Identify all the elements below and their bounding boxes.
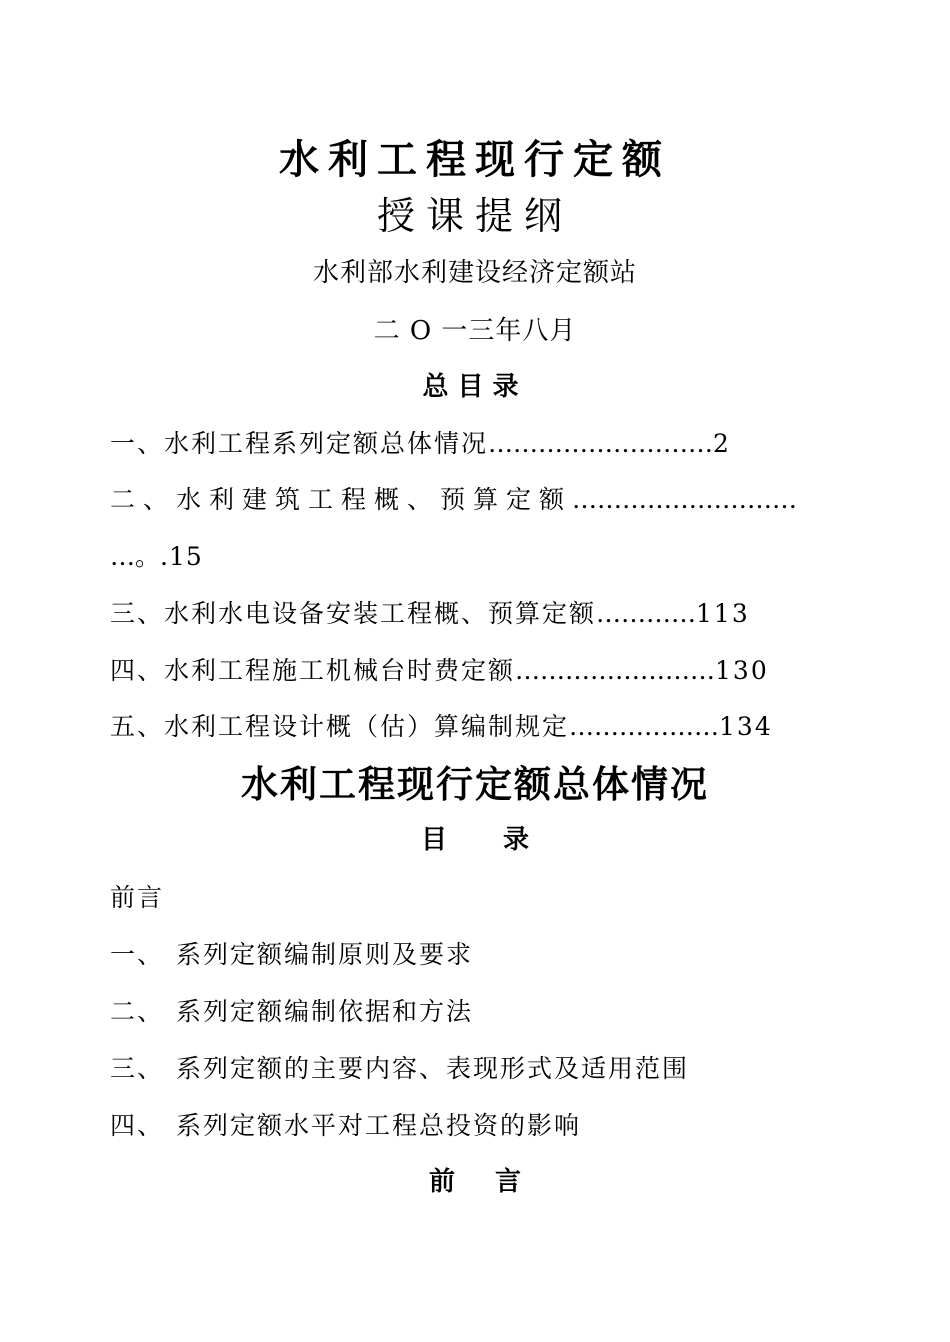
toc-entry-label: 四、水利工程施工机械台时费定额 (110, 656, 516, 685)
toc-entry[interactable] (110, 653, 769, 689)
toc-entry[interactable] (110, 596, 750, 632)
section-toc-item-number: 二、 (110, 997, 165, 1026)
document-date: 二 O 一三年八月 (373, 316, 577, 346)
section-toc-item[interactable] (110, 1108, 581, 1144)
toc-entry-continuation[interactable] (110, 539, 203, 575)
toc-entry-page: 130 (715, 656, 769, 685)
toc-entry-page: .15 (160, 542, 203, 571)
toc-entry-label: 一、水利工程系列定额总体情况 (110, 429, 489, 458)
toc-entry-page: 113 (696, 599, 750, 628)
section-toc-item-text: 系列定额编制依据和方法 (176, 997, 474, 1026)
toc-entry-page: 134 (719, 712, 773, 741)
section-toc-item-number: 三、 (110, 1054, 165, 1083)
toc-entry[interactable] (110, 426, 731, 462)
section-toc-heading (0, 822, 950, 858)
section-toc-heading-left: 目 (420, 825, 447, 855)
toc-entry-label: 五、水利工程设计概（估）算编制规定 (110, 712, 570, 741)
section-toc-item[interactable] (110, 994, 473, 1030)
toc-entry-page: 2 (713, 429, 731, 458)
toc-entry-label: 三、水利水电设备安装工程概、预算定额 (110, 599, 597, 628)
toc-entry-leader: ………… (596, 599, 697, 628)
general-toc-heading: 总目录 (422, 372, 528, 402)
toc-entry-leader: …。 (110, 542, 161, 571)
toc-entry-leader: ……………………… (488, 429, 714, 458)
toc-entry[interactable] (110, 709, 773, 745)
section-toc-item[interactable] (110, 937, 473, 973)
preface-heading-left: 前 (428, 1167, 455, 1197)
preface-heading-right: 言 (495, 1167, 522, 1197)
document-subtitle: 授课提纲 (376, 194, 573, 238)
toc-entry-label: 二、水利建筑工程概、预算定额 (110, 485, 573, 514)
section-toc-item-text: 系列定额的主要内容、表现形式及适用范围 (176, 1054, 690, 1083)
section-toc-heading-right: 录 (503, 825, 530, 855)
section-toc-item-text: 系列定额水平对工程总投资的影响 (176, 1111, 582, 1140)
organization-name: 水利部水利建设经济定额站 (312, 258, 637, 288)
section-toc-item-intro[interactable]: 前言 (110, 883, 165, 912)
preface-heading (0, 1164, 950, 1200)
section-toc-item-number: 四、 (110, 1111, 165, 1140)
document-title: 水利工程现行定额 (279, 136, 671, 183)
section-toc-item[interactable] (110, 1051, 689, 1087)
toc-entry-leader: ……………………… (572, 485, 798, 514)
toc-entry[interactable] (110, 482, 840, 518)
section-title: 水利工程现行定额总体情况 (241, 762, 709, 806)
toc-entry-leader: …………………… (515, 656, 716, 685)
section-toc-item-number: 一、 (110, 940, 165, 969)
section-toc-item-text: 系列定额编制原则及要求 (176, 940, 474, 969)
toc-entry-leader: ……………… (569, 712, 720, 741)
